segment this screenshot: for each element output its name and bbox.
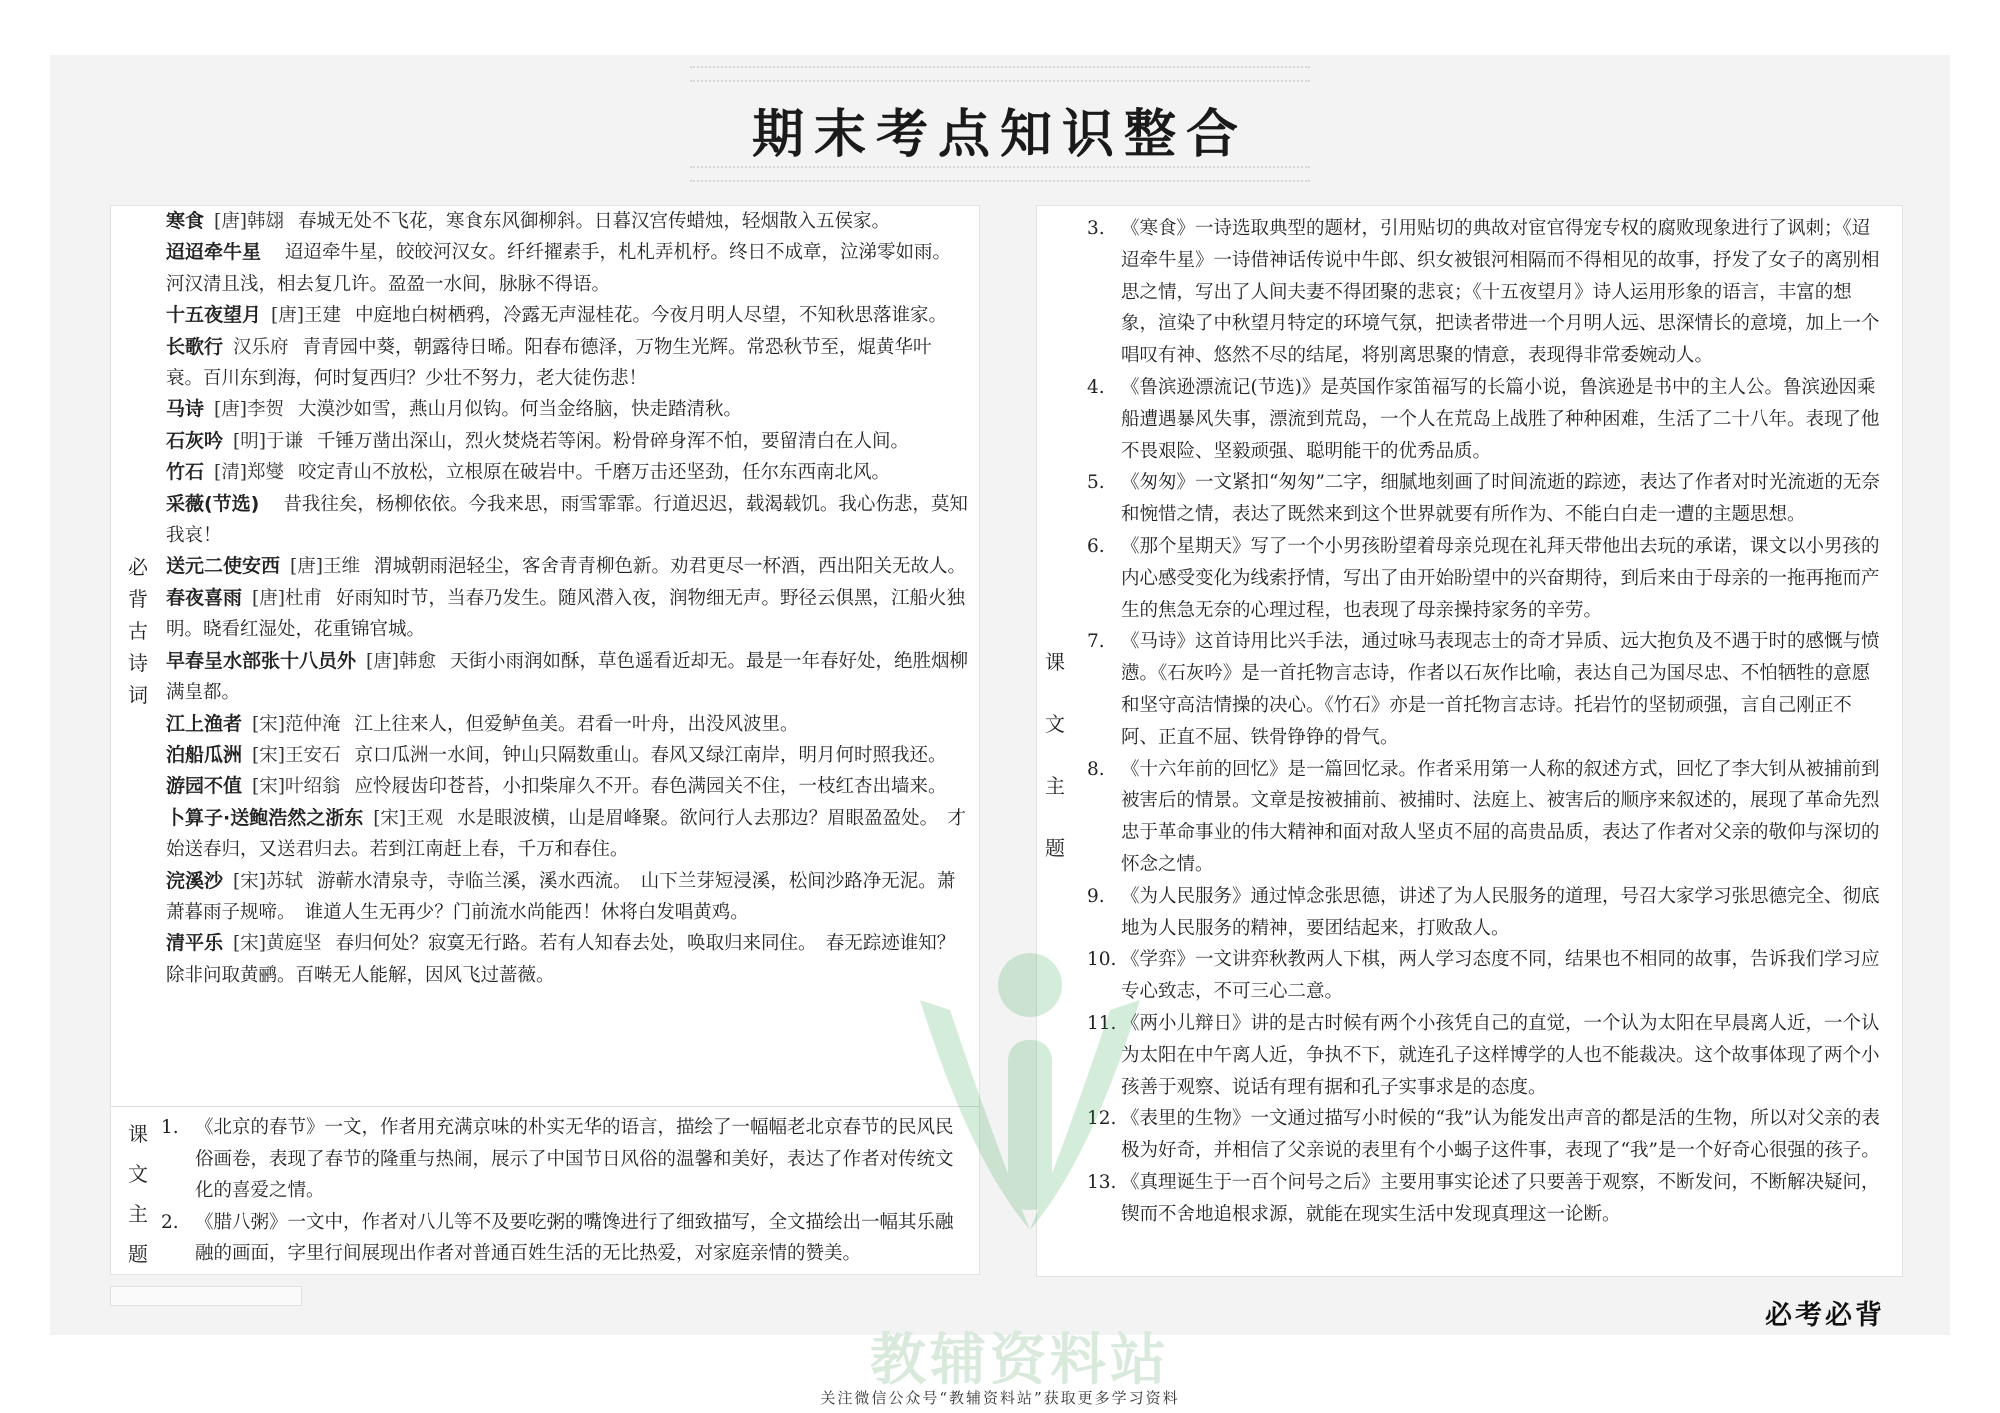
poem-entry — [166, 489, 968, 552]
poem-title: 十五夜望月 — [166, 304, 262, 327]
poem-text: 昔我往矣，杨柳依依。今我来思，雨雪霏霏。行道迟迟，载渴载饥。我心伤悲，莫知我哀！ — [166, 493, 968, 547]
title-banner — [640, 60, 1360, 185]
poem-title: 卜算子·送鲍浩然之浙东 — [166, 806, 364, 829]
theme-number: 5. — [1087, 472, 1105, 494]
theme-item — [1087, 1167, 1887, 1231]
poem-author: [唐]杜甫 — [252, 587, 322, 609]
poem-entry — [166, 928, 968, 991]
title-decoration-top — [690, 66, 1310, 82]
poem-title: 浣溪沙 — [166, 869, 224, 892]
poem-author: [清]郑燮 — [214, 462, 284, 484]
theme-item — [1087, 944, 1887, 1008]
theme-item — [161, 1207, 966, 1270]
theme-text: 《表里的生物》一文通过描写小时候的“我”认为能发出声音的都是活的生物，所以对父亲的表极为好奇，并相信了父亲说的表里有个小蝎子这件事，表现了“我”是一个好奇心很强的孩子。 — [1121, 1108, 1880, 1162]
theme-number: 12. — [1087, 1108, 1117, 1130]
section-label-char: 古 — [128, 619, 148, 643]
theme-number: 2. — [161, 1211, 179, 1233]
page-title: 期末考点知识整合 — [751, 104, 1248, 165]
poem-title: 石灰吟 — [166, 429, 224, 452]
poem-text: 江上往来人，但爱鲈鱼美。君看一叶舟，出没风波里。 — [354, 713, 799, 735]
poem-text: 春城无处不飞花，寒食东风御柳斜。日暮汉宫传蜡烛，轻烟散入五侯家。 — [297, 211, 890, 232]
theme-number: 7. — [1087, 631, 1105, 653]
theme-number: 11. — [1087, 1012, 1117, 1034]
theme-text: 《学弈》一文讲弈秋教两人下棋，两人学习态度不同，结果也不相同的故事，告诉我们学习应专心致志，不可三心二意。 — [1121, 949, 1880, 1003]
theme-item — [1087, 531, 1887, 626]
poem-author: [宋]苏轼 — [233, 870, 303, 892]
poem-title: 春夜喜雨 — [166, 586, 243, 609]
poem-list — [166, 206, 968, 991]
poem-entry — [166, 646, 968, 709]
poem-entry — [166, 583, 968, 646]
poem-text: 咬定青山不放松，立根原在破岩中。千磨万击还坚劲，任尔东西南北风。 — [297, 462, 890, 484]
poem-title: 早春呈水部张十八员外 — [166, 649, 357, 672]
theme-item — [161, 1112, 966, 1207]
poem-text: 京口瓜洲一水间，钟山只隔数重山。春风又绿江南岸，明月何时照我还。 — [354, 744, 947, 766]
section-label-char: 词 — [128, 683, 148, 707]
section-label-char: 题 — [1045, 836, 1065, 860]
theme-text: 《十六年前的回忆》是一篇回忆录。作者采用第一人称的叙述方式，回忆了李大钊从被捕前到被害后的情景。文章是按被捕前、被捕时、法庭上、被害后的顺序来叙述的，展现了革命先烈忠于革命事业的伟大精神和面对敌人坚贞不屈的高贵品质，表达了作者对父亲的敬仰与深切的怀念之情。 — [1121, 758, 1880, 875]
section-label-themes-left — [123, 1114, 153, 1274]
page-number-tag — [110, 1286, 302, 1306]
poem-text: 千锤万凿出深山，烈火焚烧若等闲。粉骨碎身浑不怕，要留清白在人间。 — [316, 430, 909, 452]
theme-text: 《寒食》一诗选取典型的题材，引用贴切的典故对宦官得宠专权的腐败现象进行了讽刺；《迢迢牵牛星》一诗借神话传说中牛郎、织女被银河相隔而不得相见的故事，抒发了女子的离别相思之情，写出了人间夫妻不得团聚的悲哀；《十五夜望月》诗人运用形象的语言，丰富的想象，渲染了中秋望月特定的环境气氛，把读者带进一个月明人远、思深情长的意境，加上一个唱叹有神、悠然不尽的结尾，将别离思聚的情意，表现得非常委婉动人。 — [1121, 218, 1880, 367]
theme-list-right — [1087, 213, 1887, 1231]
left-panel — [110, 205, 980, 1275]
poem-title: 竹石 — [166, 461, 205, 484]
theme-item — [1087, 1103, 1887, 1167]
poem-entry — [166, 332, 968, 395]
poem-entry — [166, 237, 968, 300]
theme-number: 13. — [1087, 1171, 1117, 1193]
poem-author: [唐]韩愈 — [366, 650, 436, 672]
section-label-char: 主 — [1045, 774, 1065, 798]
theme-item — [1087, 1008, 1887, 1103]
poem-entry — [166, 771, 968, 802]
theme-number: 8. — [1087, 758, 1105, 780]
section-label-char: 背 — [128, 587, 148, 611]
section-label-char: 主 — [128, 1202, 148, 1226]
poem-author: [宋]黄庭坚 — [233, 933, 322, 955]
theme-number: 1. — [161, 1117, 179, 1138]
theme-text: 《北京的春节》一文，作者用充满京味的朴实无华的语言，描绘了一幅幅老北京春节的民风民俗画卷，表现了春节的隆重与热闹，展示了中国节日风俗的温馨和美好，表达了作者对传统文化的喜爱之情。 — [195, 1117, 954, 1201]
theme-item — [1087, 754, 1887, 881]
poem-entry — [166, 394, 968, 425]
poem-title: 清平乐 — [166, 932, 224, 955]
theme-number: 3. — [1087, 218, 1105, 239]
poem-title: 寒食 — [166, 210, 205, 232]
poem-title: 江上渔者 — [166, 712, 243, 735]
theme-item — [1087, 626, 1887, 753]
poem-text: 水是眼波横，山是眉峰聚。欲问行人去那边？眉眼盈盈处。 才始送春归，又送君归去。若到江南赶上春，千万和春住。 — [166, 807, 966, 861]
theme-text: 《两小儿辩日》讲的是古时候有两个小孩凭自己的直觉，一个认为太阳在早晨离人近，一个认为太阳在中午离人近，争执不下，就连孔子这样博学的人也不能裁决。这个故事体现了两个小孩善于观察、说话有理有据和孔子实事求是的态度。 — [1121, 1012, 1880, 1098]
theme-text: 《匆匆》一文紧扣“匆匆”二字，细腻地刻画了时间流逝的踪迹，表达了作者对时光流逝的无奈和惋惜之情，表达了既然来到这个世界就要有所作为、不能白白走一遭的主题思想。 — [1121, 472, 1880, 526]
poem-entry — [166, 709, 968, 740]
theme-text: 《真理诞生于一百个问号之后》主要用事实论述了只要善于观察，不断发问，不断解决疑问，锲而不舍地追根求源，就能在现实生活中发现真理这一论断。 — [1121, 1171, 1880, 1225]
theme-number: 9. — [1087, 885, 1105, 907]
poem-entry — [166, 426, 968, 457]
poem-author: [唐]韩翃 — [214, 211, 284, 232]
section-label-themes-right — [1040, 631, 1070, 879]
section-divider — [111, 1106, 979, 1107]
section-label-poems — [123, 551, 153, 711]
section-label-char: 课 — [128, 1122, 148, 1146]
title-decoration-bottom — [690, 166, 1310, 182]
poem-author: [宋]叶绍翁 — [252, 776, 341, 798]
theme-item — [1087, 467, 1887, 531]
theme-text: 《那个星期天》写了一个小男孩盼望着母亲兑现在礼拜天带他出去玩的承诺，课文以小男孩的内心感受变化为线索抒情，写出了由开始盼望中的兴奋期待，到后来由于母亲的一拖再拖而产生的焦急无奈的心理过程，也表现了母亲操持家务的辛劳。 — [1121, 535, 1880, 621]
section-label-char: 课 — [1045, 650, 1065, 674]
poem-title: 泊船瓜洲 — [166, 743, 243, 766]
theme-item — [1087, 881, 1887, 945]
poem-text: 好雨知时节，当春乃发生。随风潜入夜，润物细无声。野径云俱黑，江船火独明。晓看红湿处，花重锦官城。 — [166, 587, 965, 641]
poem-author: [宋]范仲淹 — [252, 713, 341, 735]
poem-title: 采薇(节选) — [166, 492, 260, 515]
poem-title: 送元二使安西 — [166, 555, 281, 578]
section-label-char: 题 — [128, 1242, 148, 1266]
theme-item — [1087, 213, 1887, 372]
theme-number: 4. — [1087, 376, 1105, 398]
poem-text: 游蕲水清泉寺，寺临兰溪，溪水西流。 山下兰芽短浸溪，松间沙路净无泥。萧萧暮雨子规啼。 谁道人生无再少？门前流水尚能西！休将白发唱黄鸡。 — [166, 870, 956, 923]
poem-author: 汉乐府 — [233, 336, 289, 358]
poem-text: 春归何处？寂寞无行路。若有人知春去处，唤取归来同住。 春无踪迹谁知？除非问取黄鹂。百啭无人能解，因风飞过蔷薇。 — [166, 933, 956, 986]
watermark-logo-icon — [880, 930, 1180, 1270]
poem-title: 马诗 — [166, 398, 205, 421]
section-label-char: 必 — [128, 555, 148, 579]
poem-author: [唐]王建 — [271, 305, 341, 327]
poem-text: 渭城朝雨浥轻尘，客舍青青柳色新。劝君更尽一杯酒，西出阳关无故人。 — [373, 556, 966, 578]
poem-author: [宋]王安石 — [252, 744, 341, 766]
poem-title: 长歌行 — [166, 335, 224, 358]
section-label-char: 文 — [1045, 712, 1065, 736]
footer-note: 关注微信公众号“教辅资料站”获取更多学习资料 — [820, 1389, 1180, 1407]
section-label-char: 诗 — [128, 651, 148, 675]
section-label-char: 文 — [128, 1162, 148, 1186]
poem-entry — [166, 551, 968, 582]
poem-entry — [166, 206, 968, 237]
poem-author: [明]于谦 — [233, 430, 303, 452]
poem-text: 青青园中葵，朝露待日晞。阳春布德泽，万物生光辉。常恐秋节至，焜黄华叶衰。百川东到海，何时复西归？少壮不努力，老大徒伤悲！ — [166, 336, 932, 390]
must-memorize-stamp: 必考必背 — [1765, 1300, 1885, 1331]
poem-entry — [166, 457, 968, 488]
poem-title: 游园不值 — [166, 775, 243, 798]
poem-text: 中庭地白树栖鸦，冷露无声湿桂花。今夜月明人尽望，不知秋思落谁家。 — [354, 305, 947, 327]
poem-entry — [166, 740, 968, 771]
theme-item — [1087, 372, 1887, 467]
poem-entry — [166, 866, 968, 929]
theme-list-left — [161, 1112, 966, 1270]
theme-number: 6. — [1087, 535, 1105, 557]
theme-text: 《鲁滨逊漂流记(节选)》是英国作家笛福写的长篇小说，鲁滨逊是书中的主人公。鲁滨逊因乘船遭遇暴风失事，漂流到荒岛，一个人在荒岛上战胜了种种困难，生活了二十八年。表现了他不畏艰险、坚毅顽强、聪明能干的优秀品质。 — [1121, 376, 1880, 462]
poem-text: 大漠沙如雪，燕山月似钩。何当金络脑，快走踏清秋。 — [297, 399, 742, 421]
poem-title: 迢迢牵牛星 — [166, 241, 262, 264]
poem-author: [唐]李贺 — [214, 399, 284, 421]
poem-entry — [166, 300, 968, 331]
theme-number: 10. — [1087, 949, 1117, 971]
theme-text: 《为人民服务》通过悼念张思德，讲述了为人民服务的道理，号召大家学习张思德完全、彻底地为人民服务的精神，要团结起来，打败敌人。 — [1121, 885, 1880, 939]
watermark-text: 教辅资料站 — [870, 1328, 1170, 1393]
poem-text: 天街小雨润如酥，草色遥看近却无。最是一年春好处，绝胜烟柳满皇都。 — [166, 650, 968, 704]
poem-author: [唐]王维 — [290, 556, 360, 578]
poem-text: 应怜屐齿印苍苔，小扣柴扉久不开。春色满园关不住，一枝红杏出墙来。 — [354, 776, 947, 798]
theme-text: 《马诗》这首诗用比兴手法，通过咏马表现志士的奇才异质、远大抱负及不遇于时的感慨与愤懑。《石灰吟》是一首托物言志诗，作者以石灰作比喻，表达自己为国尽忠、不怕牺牲的意愿和坚守高洁情操的决心。《竹石》亦是一首托物言志诗。托岩竹的坚韧顽强，言自己刚正不阿、正直不屈、铁骨铮铮的骨气。 — [1121, 631, 1880, 748]
poem-author: [宋]王观 — [373, 807, 444, 829]
poem-entry — [166, 803, 968, 866]
poem-text: 迢迢牵牛星，皎皎河汉女。纤纤擢素手，札札弄机杼。终日不成章，泣涕零如雨。河汉清且浅，相去复几许。盈盈一水间，脉脉不得语。 — [166, 242, 952, 295]
theme-text: 《腊八粥》一文中，作者对八儿等不及要吃粥的嘴馋进行了细致描写，全文描绘出一幅其乐融融的画面，字里行间展现出作者对普通百姓生活的无比热爱，对家庭亲情的赞美。 — [195, 1211, 954, 1264]
